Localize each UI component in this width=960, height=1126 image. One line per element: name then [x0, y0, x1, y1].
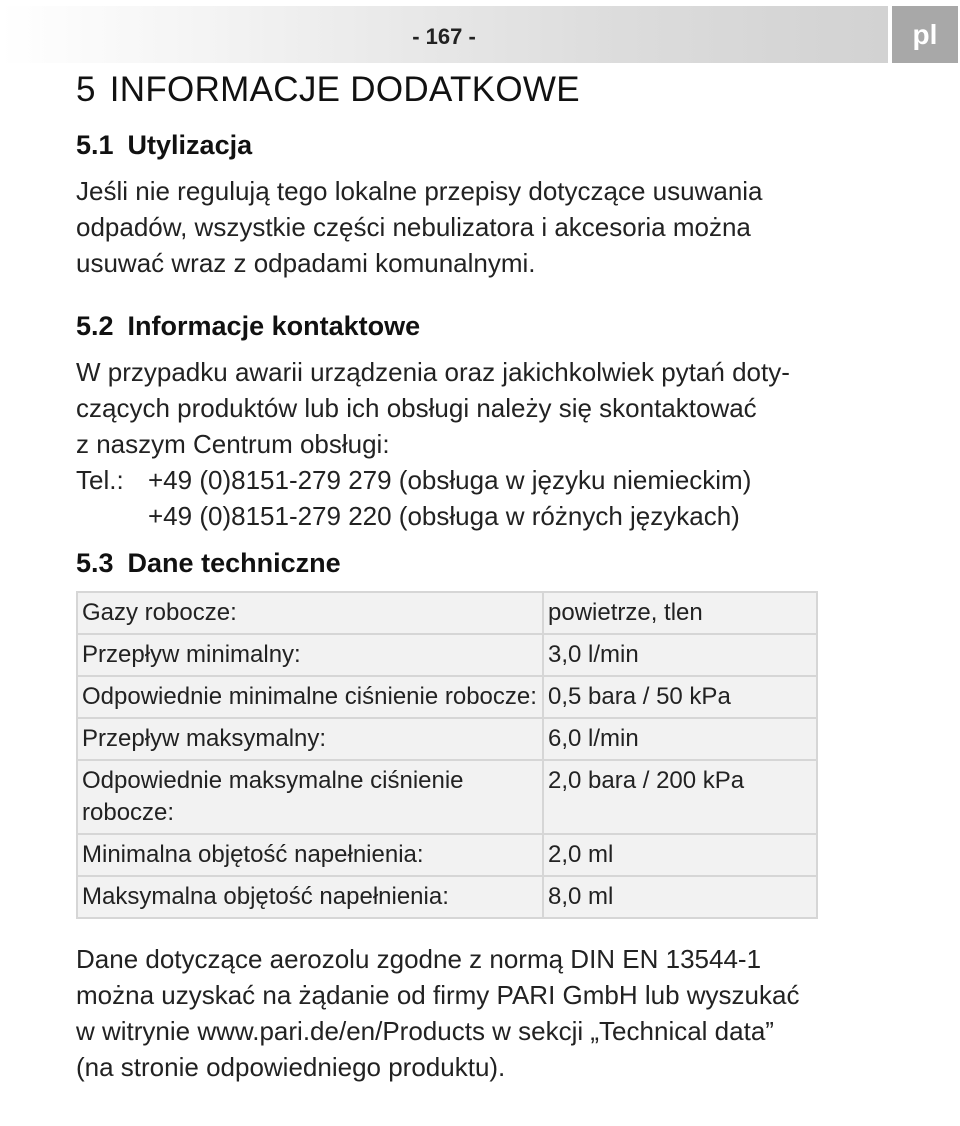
phone-number: +49 (0)8151-279 220 (obsługa w różnych językach)	[148, 501, 740, 531]
param-cell: Odpowiednie minimalne ciśnienie robocze:	[77, 676, 543, 718]
param-cell: Odpowiednie maksymalne ciśnienie robocze:	[77, 760, 543, 834]
table-row	[77, 676, 817, 718]
section-heading-technical	[76, 548, 906, 579]
section-title: Informacje kontaktowe	[127, 311, 421, 341]
value-cell: powietrze, tlen	[543, 592, 817, 634]
value-cell: 8,0 ml	[543, 876, 817, 918]
page-number: - 167 -	[412, 24, 476, 49]
phone-block	[76, 462, 906, 534]
param-cell: Maksymalna objętość napełnienia:	[77, 876, 543, 918]
text-line: odpadów, wszystkie części nebulizatora i akcesoria można	[76, 212, 751, 242]
tel-label: Tel.:	[76, 465, 124, 495]
param-cell: Przepływ maksymalny:	[77, 718, 543, 760]
contact-paragraph	[76, 354, 906, 462]
text-line: (na stronie odpowiedniego produktu).	[76, 1052, 506, 1082]
value-cell: 3,0 l/min	[543, 634, 817, 676]
value-cell: 2,0 bara / 200 kPa	[543, 760, 817, 834]
value-cell: 0,5 bara / 50 kPa	[543, 676, 817, 718]
aerosol-data-note	[76, 941, 906, 1085]
value-cell: 2,0 ml	[543, 834, 817, 876]
text-line: można uzyskać na żądanie od firmy PARI GmbH lub wyszukać	[76, 980, 800, 1010]
value-cell: 6,0 l/min	[543, 718, 817, 760]
text-line: Jeśli nie regulują tego lokalne przepisy dotyczące usuwania	[76, 176, 763, 206]
section-heading-disposal	[76, 130, 906, 161]
text-line: Dane dotyczące aerozolu zgodne z normą DIN EN 13544-1	[76, 944, 762, 974]
phone-number: +49 (0)8151-279 279 (obsługa w języku niemieckim)	[148, 465, 752, 495]
section-number: 5.2	[76, 311, 114, 341]
text-line: z naszym Centrum obsługi:	[76, 429, 390, 459]
table-row	[77, 634, 817, 676]
text-line: czących produktów lub ich obsługi należy się skontaktować	[76, 393, 757, 423]
table-row	[77, 834, 817, 876]
param-cell: Przepływ minimalny:	[77, 634, 543, 676]
disposal-paragraph	[76, 173, 906, 281]
table-row	[77, 760, 817, 834]
text-line: W przypadku awarii urządzenia oraz jakichkolwiek pytań doty-	[76, 357, 790, 387]
table-row	[77, 876, 817, 918]
section-heading-contact	[76, 311, 906, 342]
chapter-number: 5	[76, 70, 96, 109]
table-row	[77, 718, 817, 760]
page-content	[76, 70, 906, 1085]
section-number: 5.1	[76, 130, 114, 160]
chapter-title: INFORMACJE DODATKOWE	[109, 70, 580, 109]
table-row	[77, 592, 817, 634]
param-cell: Minimalna objętość napełnienia:	[77, 834, 543, 876]
section-number: 5.3	[76, 548, 114, 578]
section-title: Dane techniczne	[127, 548, 341, 578]
technical-data-table	[76, 591, 818, 919]
param-cell: Gazy robocze:	[77, 592, 543, 634]
chapter-heading	[76, 70, 906, 110]
text-line: w witrynie www.pari.de/en/Products w sekcji „Technical data”	[76, 1016, 774, 1046]
language-tab: pl	[892, 6, 958, 63]
section-title: Utylizacja	[127, 130, 253, 160]
text-line: usuwać wraz z odpadami komunalnymi.	[76, 248, 536, 278]
phone-list	[148, 462, 751, 534]
